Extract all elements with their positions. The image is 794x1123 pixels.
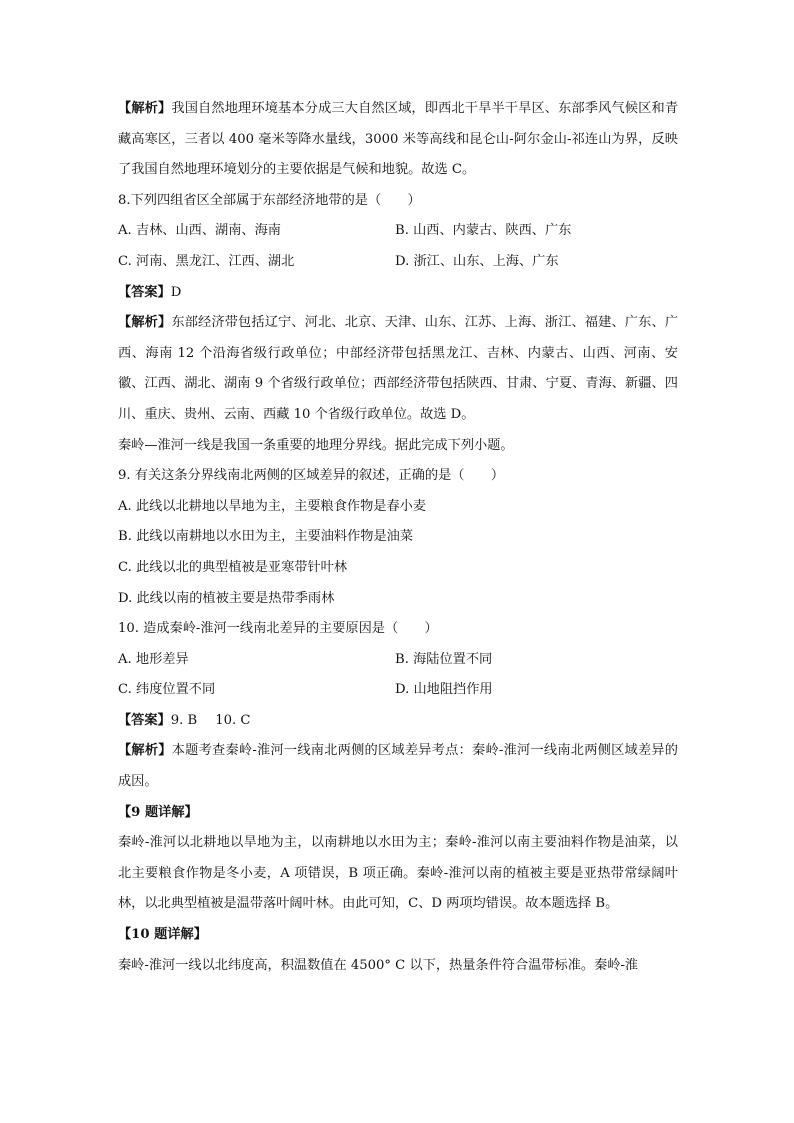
answer-tag: 【答案】	[118, 284, 171, 300]
question-9-stem: 9. 有关这条分界线南北两侧的区域差异的叙述，正确的是（ ）	[118, 468, 505, 484]
document-page	[118, 94, 678, 981]
analysis-tag: 【解析】	[118, 101, 172, 116]
answer-value: D	[170, 284, 182, 300]
option-8-a: A. 吉林、山西、湖南、海南	[118, 223, 281, 239]
option-9-d: D. 此线以南的植被主要是热带季雨林	[118, 590, 335, 606]
question-8-options-row-2	[118, 247, 678, 278]
option-9-a: A. 此线以北耕地以旱地为主，主要粮食作物是春小麦	[118, 498, 427, 514]
analysis-8	[118, 308, 678, 430]
analysis-text: 我国自然地理环境基本分成三大自然区域，即西北干旱半干旱区、东部季风气候区和青藏高寒区，三者以 400 毫米等降水量线，3000 米等高线和昆仑山-阿尔金山-祁连山为界，反映了我国自然地理环境划分的主要依据是气候和地貌。故选 C。	[118, 101, 679, 178]
option-8-c: C. 河南、黑龙江、江西、湖北	[118, 253, 295, 269]
analysis-text: 本题考查秦岭-淮河一线南北两侧的区域差异考点：秦岭-淮河一线南北两侧区域差异的成因。	[118, 743, 678, 790]
question-10-stem: 10. 造成秦岭-淮河一线南北差异的主要原因是（ ）	[118, 621, 438, 637]
analysis-9-10	[118, 736, 678, 797]
question-10-options-row-1	[118, 645, 678, 676]
option-10-a: A. 地形差异	[118, 651, 189, 667]
option-8-b: B. 山西、内蒙古、陕西、广东	[395, 223, 572, 239]
option-10-d: D. 山地阻挡作用	[395, 682, 493, 698]
analysis-paragraph-7	[118, 94, 678, 186]
detail-10-text: 秦岭-淮河一线以北纬度高，积温数值在 4500° C 以下，热量条件符合温带标准。秦岭-淮	[118, 957, 639, 973]
answer-8	[118, 278, 678, 309]
answer-tag: 【答案】	[118, 712, 171, 728]
answer-10: 10. C	[215, 712, 251, 728]
question-10-options-row-2	[118, 675, 678, 706]
option-10-c: C. 纬度位置不同	[118, 682, 216, 698]
detail-10-heading: 【10 题详解】	[118, 927, 207, 943]
detail-9-text: 秦岭-淮河以北耕地以旱地为主，以南耕地以水田为主；秦岭-淮河以南主要油料作物是油菜，以北主要粮食作物是冬小麦，A 项错误，B 项正确。秦岭-淮河以南的植被主要是亚热带常绿阔叶林，以北典型植被是温带落叶阔叶林。由此可知，C、D 两项均错误。故本题选择 B。	[118, 835, 678, 912]
answer-9-10	[118, 706, 678, 737]
analysis-text: 东部经济带包括辽宁、河北、北京、天津、山东、江苏、上海、浙江、福建、广东、广西、海南 12 个沿海省级行政单位；中部经济带包括黑龙江、吉林、内蒙古、山西、河南、安徽、江西、湖北、湖南 9 个省级行政单位；西部经济带包括陕西、甘肃、宁夏、青海、新疆、四川、重庆、贵州、云南、西藏 10 个省级行政单位。故选 D。	[118, 315, 679, 422]
question-8-stem: 8.下列四组省区全部属于东部经济地带的是（ ）	[118, 192, 421, 208]
group-intro: 秦岭—淮河一线是我国一条重要的地理分界线。据此完成下列小题。	[118, 437, 514, 453]
option-9-c: C. 此线以北的典型植被是亚寒带针叶林	[118, 559, 348, 575]
analysis-tag: 【解析】	[118, 743, 172, 759]
question-8-options-row-1	[118, 216, 678, 247]
analysis-tag: 【解析】	[118, 315, 172, 331]
answer-9: 9. B	[170, 712, 198, 728]
option-9-b: B. 此线以南耕地以水田为主，主要油料作物是油菜	[118, 529, 414, 545]
detail-9-heading: 【9 题详解】	[118, 804, 198, 820]
option-10-b: B. 海陆位置不同	[395, 651, 493, 667]
option-8-d: D. 浙江、山东、上海、广东	[395, 253, 559, 269]
